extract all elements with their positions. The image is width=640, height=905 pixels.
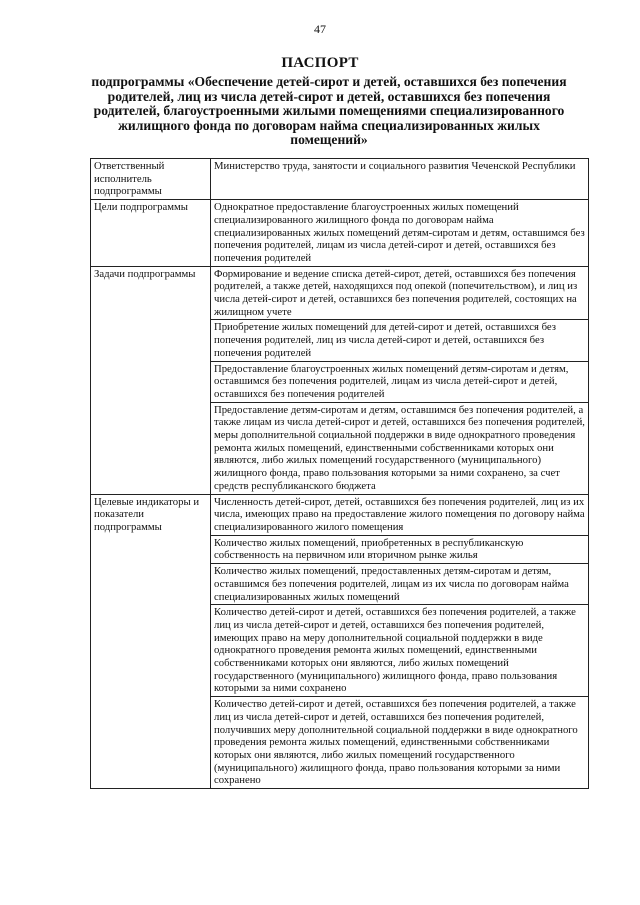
task-item: Формирование и ведение списка детей-сирот, детей, оставшихся без попечения родителей, а также детей, находящихся под опекой (попечительством), и лиц из числа детей-сирот и детей, оставшихся без попечения родителей, состоящих на жилищном учете xyxy=(211,266,589,320)
indicator-item: Количество жилых помещений, приобретенных в республиканскую собственность на первичном или вторичном рынке жилья xyxy=(211,535,589,563)
table-row-goals xyxy=(91,200,589,267)
table-row-responsible xyxy=(91,159,589,200)
row-label-responsible: Ответственный исполнитель подпрограммы xyxy=(91,159,211,200)
indicator-item: Численность детей-сирот, детей, оставшихся без попечения родителей, лиц из их числа, имеющих право на предоставление жилого помещения по договору найма специализированного жилого помещения xyxy=(211,494,589,535)
document-title: ПАСПОРТ xyxy=(281,55,359,71)
indicator-item: Количество детей-сирот и детей, оставшихся без попечения родителей, а также лиц из числа детей-сирот и детей, оставшихся без попечения родителей, имеющих право на меру дополнительной социальной поддержки в виде однократного проведения ремонта жилых помещений, единственными собственниками которых они являются, либо жилых помещений государственного (муниципального) жилищного фонда, право пользования которыми за ними сохранено xyxy=(211,605,589,697)
indicator-item: Количество детей-сирот и детей, оставшихся без попечения родителей, а также лиц из числа детей-сирот и детей, оставшихся без попечения родителей, получивших меру дополнительной социальной поддержки в виде однократного проведения ремонта жилых помещений, единственными собственниками которых они являются, либо жилых помещений государственного (муниципального) жилищного фонда, право пользования которыми за ними сохранено xyxy=(211,697,589,789)
document-subtitle: подпрограммы «Обеспечение детей-сирот и детей, оставшихся без попечения родителей, лиц из числа детей-сирот и детей, оставшихся без попечения родителей, благоустроенными жилыми помещениями специализированного жилищного фонда по договорам найма специализированных жилых помещений» xyxy=(91,74,567,147)
task-item: Приобретение жилых помещений для детей-сирот и детей, оставшихся без попечения родителей, лиц из числа детей-сирот и детей, оставшихся без попечения родителей xyxy=(211,320,589,361)
page-number: 47 xyxy=(314,22,326,36)
row-label-goals: Цели подпрограммы xyxy=(91,200,211,267)
row-label-tasks: Задачи подпрограммы xyxy=(91,266,211,494)
table-row-tasks xyxy=(91,266,589,320)
row-value-goals: Однократное предоставление благоустроенных жилых помещений специализированного жилищного фонда по договорам найма специализированных жилых помещений детям-сиротам и детям, оставшимся без попечения родителей, лицам из числа детей-сирот и детей, оставшихся без попечения родителей xyxy=(211,200,589,267)
passport-table xyxy=(90,158,589,789)
indicator-item: Количество жилых помещений, предоставленных детям-сиротам и детям, оставшимся без попечения родителей, лицам из их числа по договорам найма специализированных жилых помещений xyxy=(211,564,589,605)
task-item: Предоставление благоустроенных жилых помещений детям-сиротам и детям, оставшимся без попечения родителей, лицам из числа детей-сирот и детей, оставшихся без попечения родителей xyxy=(211,361,589,402)
row-value-responsible: Министерство труда, занятости и социального развития Чеченской Республики xyxy=(211,159,589,200)
row-label-indicators: Целевые индикаторы и показатели подпрограммы xyxy=(91,494,211,788)
task-item: Предоставление детям-сиротам и детям, оставшимся без попечения родителей, а также лицам из числа детей-сирот и детей, оставшихся без попечения родителей, меры дополнительной социальной поддержки в виде однократного проведения ремонта жилых помещений, единственными собственниками которых они являются, либо жилых помещений государственного (муниципального) жилищного фонда, право пользования которыми за ними сохранено, за счет средств республиканского бюджета xyxy=(211,402,589,494)
table-row-indicators xyxy=(91,494,589,535)
